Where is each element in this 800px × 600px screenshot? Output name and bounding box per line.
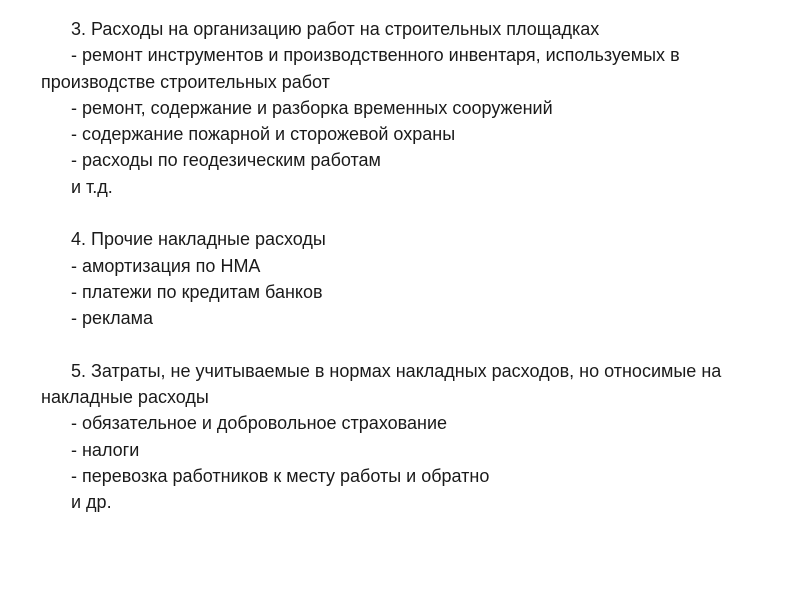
- section-4-item: - реклама: [71, 308, 153, 329]
- section-5-item: - перевозка работников к месту работы и обратно: [71, 466, 490, 487]
- section-5-item: и др.: [71, 492, 112, 513]
- section-5-heading: 5. Затраты, не учитываемые в нормах накладных расходов, но относимые на накладные расходы: [41, 360, 722, 408]
- section-5-item: - налоги: [71, 439, 140, 460]
- section-3-item: - содержание пожарной и сторожевой охраны: [71, 124, 456, 145]
- slide-text-body: [41, 16, 753, 516]
- section-3-item: и т.д.: [71, 176, 113, 197]
- section-4-item: - амортизация по НМА: [71, 255, 261, 276]
- section-3-heading: 3. Расходы на организацию работ на строительных площадках: [71, 19, 600, 39]
- section-3-item: - расходы по геодезическим работам: [71, 150, 381, 171]
- section-5-item: - обязательное и добровольное страхование: [71, 413, 448, 434]
- section-4-item: - платежи по кредитам банков: [71, 281, 323, 302]
- section-3-item: - ремонт инструментов и производственного инвентаря, используемых в производстве строительных работ: [41, 45, 680, 92]
- paragraph-spacer: [41, 332, 753, 358]
- section-4-heading: 4. Прочие накладные расходы: [71, 229, 326, 250]
- paragraph-spacer: [41, 200, 753, 226]
- section-3-item: - ремонт, содержание и разборка временных сооружений: [71, 97, 553, 118]
